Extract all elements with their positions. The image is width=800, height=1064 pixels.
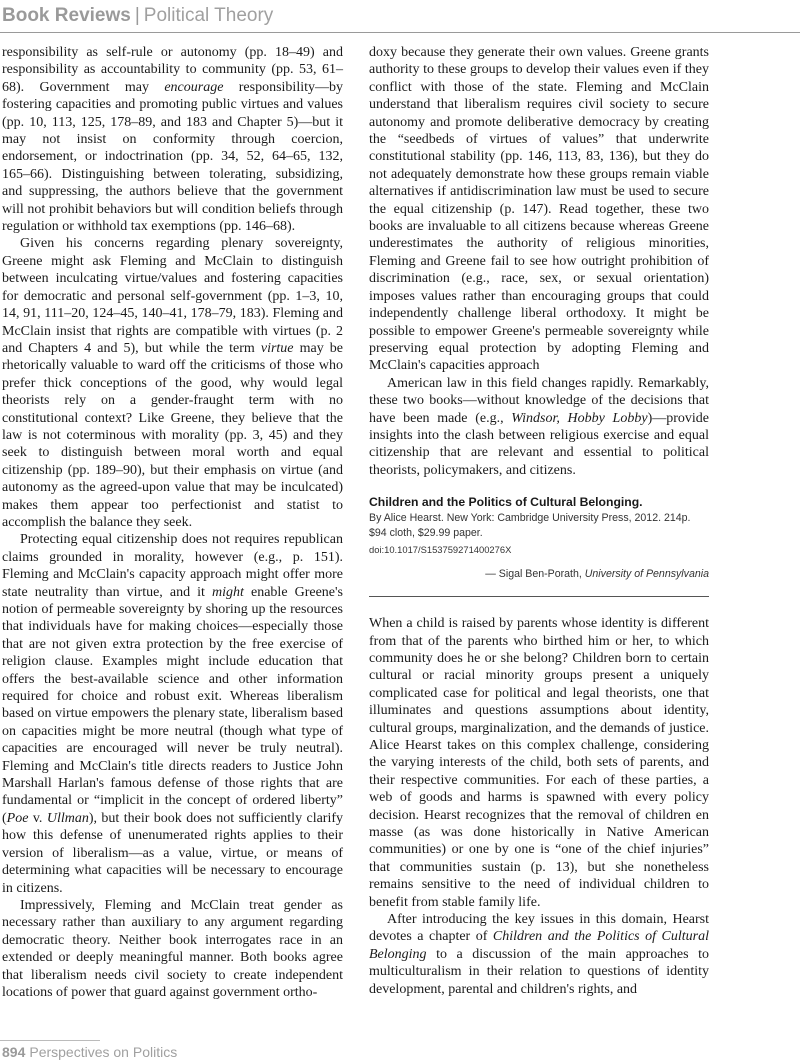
header-section: Book Reviews	[2, 5, 131, 26]
text-run: American law in this field changes rapidly. Remarkably, these two books—without knowledge of the decisions that have been made (e.g.,	[369, 375, 709, 426]
case-name: Ullman	[46, 810, 89, 826]
case-names: Windsor, Hobby Lobby	[511, 410, 648, 426]
book-title-text: Children and the Politics of Cultural Belonging	[369, 495, 640, 510]
text-run: After introducing the key issues in this domain, Hearst devotes a chapter of	[369, 912, 709, 945]
reviewer-affiliation: University of Pennsylvania	[584, 568, 709, 581]
review-doi: doi:10.1017/S153759271400276X	[369, 544, 512, 556]
right-paragraph-2	[369, 375, 709, 479]
book-title-period: .	[639, 495, 643, 510]
reviewer-name: — Sigal Ben-Porath,	[485, 568, 585, 581]
text-run: may be rhetorically valuable to ward off the criticisms of those who prefer thick conceptions of the good, why would legal theorists rely on a gender-fraught term with no constitutional context? Like Greene, they believe that the law is not coterminous with morality (pp. 3, 45) and they seek to distinguish between moral worth and equal citizenship (pp. 189–90), but their emphasis on virtue (and autonomy as the agreed-upon value that may be inculcated) makes them appear too perfectionist and statist to accomplish the balance they seek.	[2, 340, 343, 530]
journal-name: Perspectives on Politics	[29, 1044, 178, 1060]
case-name: Poe	[6, 810, 29, 826]
right-paragraph-4	[369, 911, 709, 998]
right-paragraph-3: When a child is raised by parents whose identity is different from that of the parents who birthed him or her, to which community does he or she belong? Children born to certain cultural or racial minority groups present a uniquely complicated case for political and legal theorists, one that illuminates and questions assumptions about identity, cultural groups, marginalization, and the demands of justice. Alice Hearst takes on this complex challenge, considering the varying interests of the child, both sets of parents, and their respective communities. For each of these parties, a web of goods and harms is spawned with every policy decision. Hearst recognizes that the removal of children en masse (as was done historically in Native American communities) or one by one is “one of the chief injuries” that communities sustain (p. 13), but she nonetheless remains sensitive to the need of individual children to benefit from stable family life.	[369, 616, 709, 910]
text-run: ), but their book does not sufficiently clarify how this defense of unenumerated rights applies to their version of liberalism—as a value, virtue, or means of determining what capacities will be necessary to encourage in citizens.	[2, 810, 344, 896]
text-run: )—provide insights into the clash between religious exercise and equal citizenship that are relevant and essential to political theorists, policymakers, and citizens.	[369, 410, 709, 478]
review-divider	[369, 596, 709, 597]
running-footer	[0, 1040, 800, 1064]
left-paragraph-2	[2, 235, 343, 531]
emphasis: might	[212, 584, 244, 600]
page-number: 894	[2, 1044, 26, 1060]
text-run: Protecting equal citizenship does not requires republican claims grounded in morality, however (e.g., p. 151). Fleming and McClain's capacity approach might offer more state neutrality than virtue, and it	[2, 532, 343, 600]
left-paragraph-1	[2, 44, 343, 235]
book-title-italic: Children and the Politics of Cultural Belonging	[369, 929, 709, 962]
emphasis: encourage	[164, 79, 224, 95]
review-book-title	[369, 494, 709, 510]
running-header	[0, 0, 800, 33]
text-run: responsibility as self-rule or autonomy (pp. 18–49) and responsibility as accountability to community (pp. 53, 61–68). Government may	[2, 45, 343, 95]
text-run: Given his concerns regarding plenary sovereignty, Greene might ask Fleming and McClain to distinguish between inculcating virtue/values and fostering capacities for democratic and personal self-government (pp. 1–3, 10, 14, 91, 111–20, 124–45, 140–41, 178–79, 183). Fleming and McClain insist that rights are compatible with virtues (p. 2 and Chapters 4 and 5), but while the term	[2, 236, 343, 356]
text-run: enable Greene's notion of permeable sovereignty by shoring up the resources that individuals have for making choices—especially those that are not given extra protection by the free exercise of religion clause. Examples might include education that offers the best-available science and other information required for choice and robust exit. Whereas liberalism based on virtue empowers the plenary state, liberalism based on capacities might be more neutral (though what type of capacities are encouraged will never be truly neutral). Fleming and McClain's title directs readers to Justice John Marshall Harlan's famous defense of those rights that are fundamental or “implicit in the concept of ordered liberty” (	[2, 584, 343, 826]
reviewer-byline	[369, 568, 709, 580]
text-run: v.	[28, 810, 47, 826]
text-run: to a discussion of the main approaches to multiculturalism in their relation to questions of identity development, parental and children's rights, and	[369, 946, 709, 997]
left-paragraph-4: Impressively, Fleming and McClain treat gender as necessary rather than auxiliary to any argument regarding democratic theory. Neither book interrogates race in an extended or deeply meaningful manner. Both books agree that liberalism needs civil society to create independent locations of power that guard against government ortho-	[2, 897, 343, 1000]
text-run: responsibility—by fostering capacities and promoting public virtues and values (pp. 10, 113, 125, 178–89, and 183 and Chapter 5)—but it may not insist on conformity through coercion, endorsement, or indoctrination (pp. 34, 52, 64–65, 132, 165–66). Distinguishing between tolerating, subsidizing, and suppressing, the authors believe that the government will not prohibit behaviors but will condition beliefs through regulation or withhold tax exemptions (pp. 146–68).	[2, 79, 343, 235]
right-paragraph-1: doxy because they generate their own values. Greene grants authority to these groups to develop their values even if they conflict with those of the state. Fleming and McClain understand that liberalism requires civil society to secure autonomy and promote deliberative democracy by creating the “seedbeds of virtues of values” that underwrite constitutional stability (pp. 146, 113, 83, 136), but they do not adequately demonstrate how these groups remain viable alternatives if antidiscrimination law must be used to secure the equal citizenship (p. 147). Read together, these two books are invaluable to all citizens because whereas Greene underestimates the authority of religious minorities, Fleming and Greene fail to see how outright prohibition of discrimination (e.g., race, sex, or sexual orientation) imposes values rather than encouraging groups that could independently challenge liberal orthodoxy. It might be possible to empower Greene's permeable sovereignty while preserving equal protection by adopting Fleming and McClain's capacities approach	[369, 45, 709, 374]
left-paragraph-3	[2, 531, 343, 897]
right-column	[369, 44, 709, 998]
header-subsection: Political Theory	[143, 5, 274, 26]
review-book-meta: By Alice Hearst. New York: Cambridge University Press, 2012. 214p. $94 cloth, $29.99 paper.	[369, 512, 691, 540]
left-column	[2, 44, 343, 1001]
header-separator: |	[134, 5, 140, 26]
emphasis: virtue	[260, 340, 294, 356]
